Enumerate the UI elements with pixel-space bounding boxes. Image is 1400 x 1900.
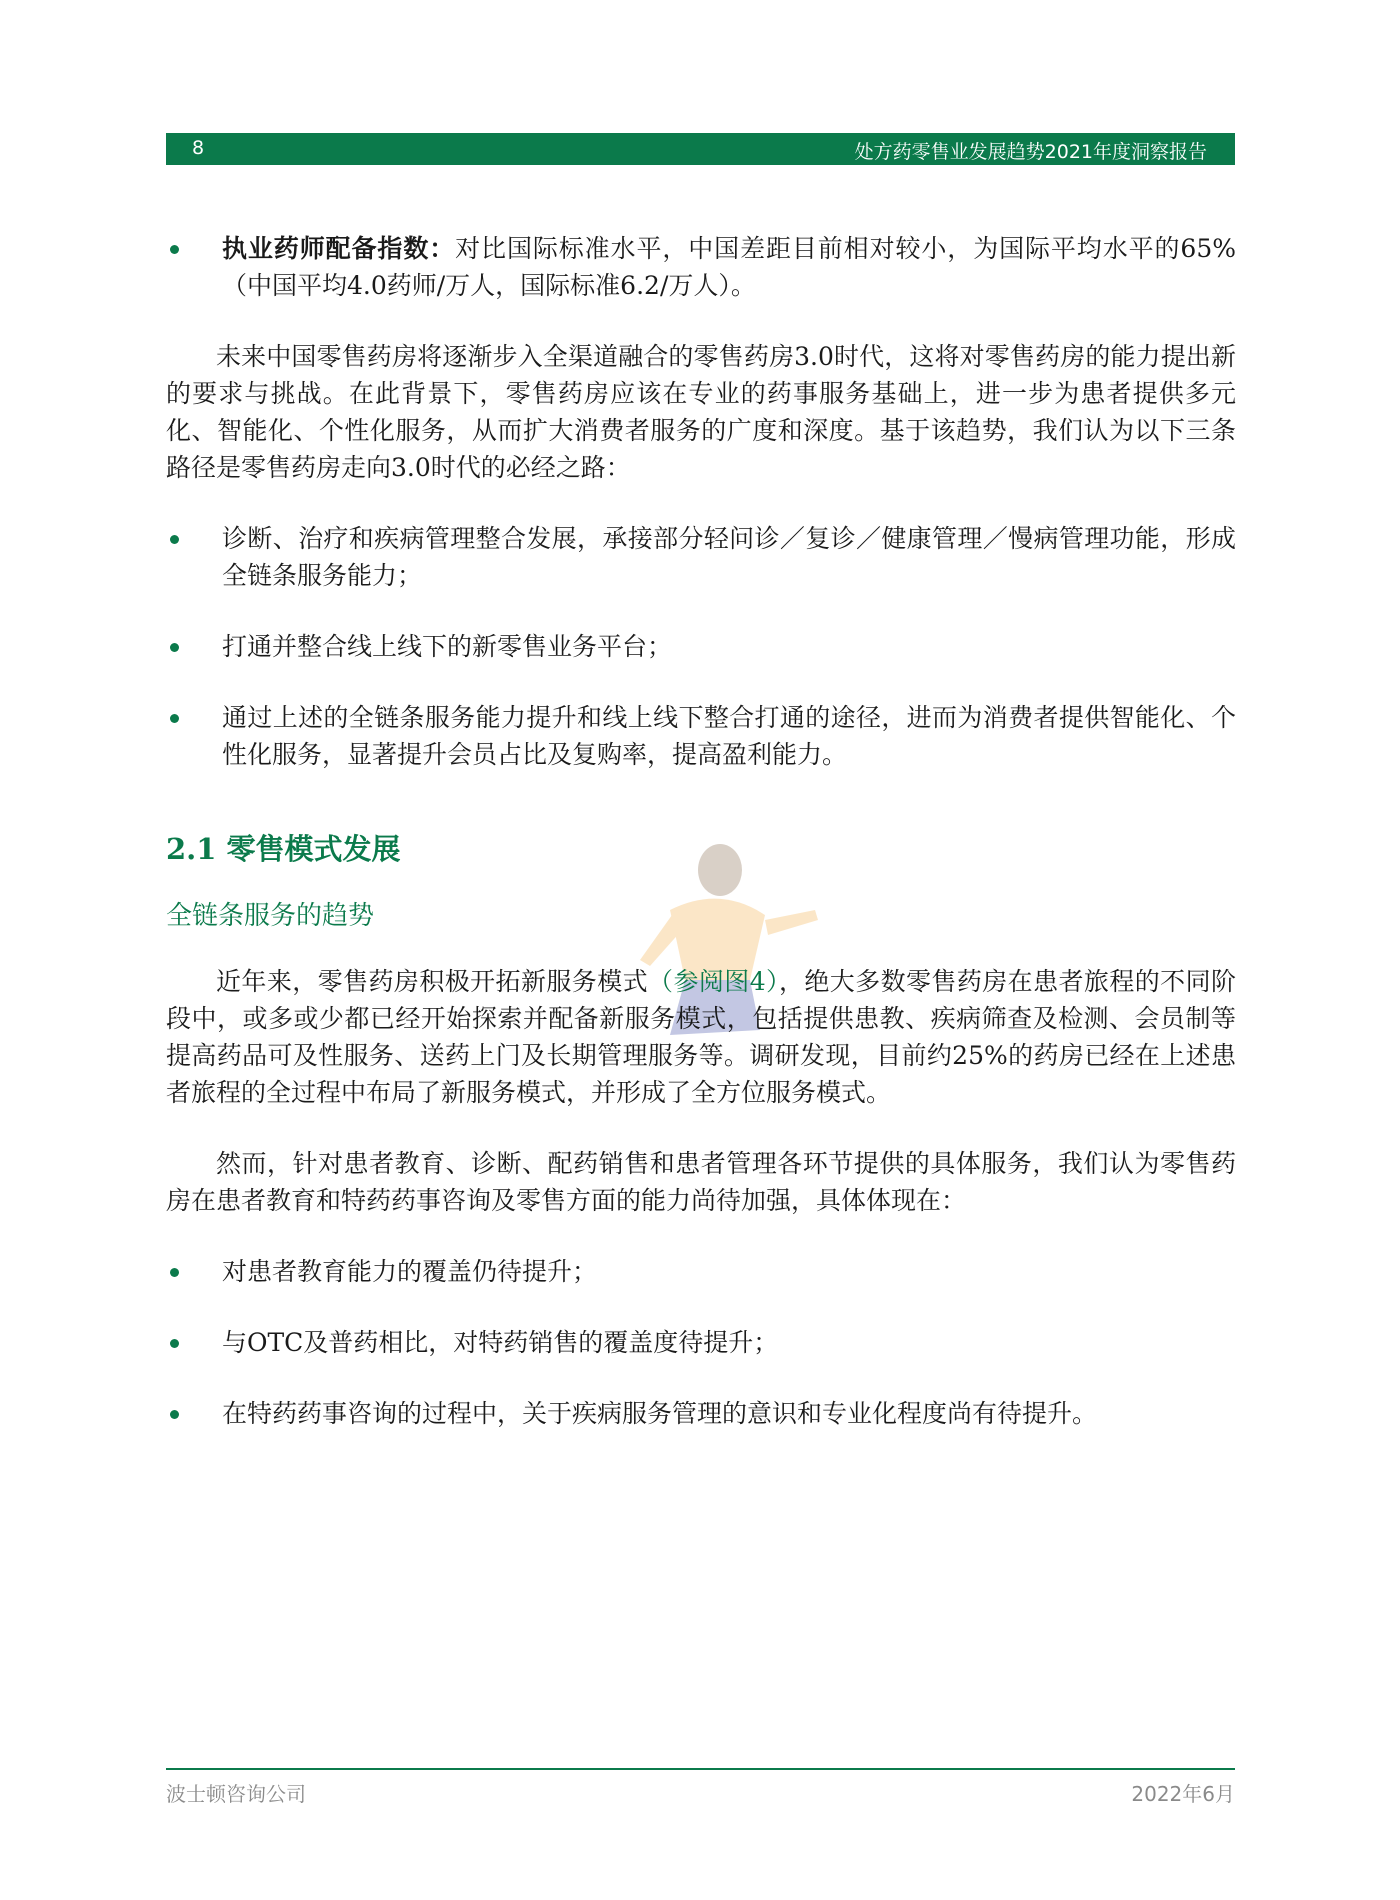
weakness-item	[166, 1395, 1236, 1432]
path-item	[166, 520, 1236, 594]
footer-company: 波士顿咨询公司	[166, 1782, 306, 1806]
weakness-text: 在特药药事咨询的过程中，关于疾病服务管理的意识和专业化程度尚有待提升。	[222, 1399, 1098, 1428]
path-text: 诊断、治疗和疾病管理整合发展，承接部分轻问诊／复诊／健康管理／慢病管理功能，形成全链条服务能力；	[222, 524, 1236, 590]
header-bar	[166, 133, 1235, 165]
bullet-dot	[170, 245, 179, 254]
footer-date: 2022年6月	[1131, 1782, 1235, 1806]
paragraph-recent	[166, 963, 1236, 1111]
weakness-item	[166, 1324, 1236, 1361]
weakness-text: 与OTC及普药相比，对特药销售的覆盖度待提升；	[222, 1328, 779, 1357]
bullet-pharmacist-index	[166, 230, 1236, 304]
figure-reference-link[interactable]: （参阅图4）	[648, 967, 779, 996]
bullet-text: 对比国际标准水平，中国差距目前相对较小，为国际平均水平的65%（中国平均4.0药师/万人，国际标准6.2/万人）。	[222, 234, 1236, 300]
bullet-dot	[170, 1268, 179, 1277]
paragraph-future: 未来中国零售药房将逐渐步入全渠道融合的零售药房3.0时代，这将对零售药房的能力提出新的要求与挑战。在此背景下，零售药房应该在专业的药事服务基础上，进一步为患者提供多元化、智能化、个性化服务，从而扩大消费者服务的广度和深度。基于该趋势，我们认为以下三条路径是零售药房走向3.0时代的必经之路：	[166, 342, 1236, 482]
bullet-label: 执业药师配备指数：	[222, 234, 456, 263]
paragraph-recent-end: ，绝大多数零售药房在患者旅程的不同阶段中，或多或少都已经开始探索并配备新服务模式，包括提供患教、疾病筛查及检测、会员制等提高药品可及性服务、送药上门及长期管理服务等。调研发现，目前约25%的药房已经在上述患者旅程的全过程中布局了新服务模式，并形成了全方位服务模式。	[166, 967, 1236, 1107]
weakness-item	[166, 1253, 1236, 1290]
report-title: 处方药零售业发展趋势2021年度洞察报告	[854, 141, 1207, 163]
path-text: 打通并整合线上线下的新零售业务平台；	[222, 632, 673, 661]
path-item	[166, 699, 1236, 773]
bullet-dot	[170, 1339, 179, 1348]
bullet-dot	[170, 535, 179, 544]
paragraph-however: 然而，针对患者教育、诊断、配药销售和患者管理各环节提供的具体服务，我们认为零售药房在患者教育和特药药事咨询及零售方面的能力尚待加强，具体体现在：	[166, 1149, 1236, 1215]
path-text: 通过上述的全链条服务能力提升和线上线下整合打通的途径，进而为消费者提供智能化、个性化服务，显著提升会员占比及复购率，提高盈利能力。	[222, 703, 1236, 769]
weakness-text: 对患者教育能力的覆盖仍待提升；	[222, 1257, 598, 1286]
paragraph-recent-start: 近年来，零售药房积极开拓新服务模式	[216, 967, 649, 996]
bullet-dot	[170, 643, 179, 652]
subsection-title: 全链条服务的趋势	[166, 901, 375, 931]
page-number: 8	[192, 137, 205, 159]
page-content	[166, 230, 1236, 1432]
bullet-dot	[170, 714, 179, 723]
path-item	[166, 628, 1236, 665]
section-title: 2.1 零售模式发展	[166, 832, 401, 866]
footer-divider	[166, 1768, 1235, 1770]
bullet-dot	[170, 1410, 179, 1419]
